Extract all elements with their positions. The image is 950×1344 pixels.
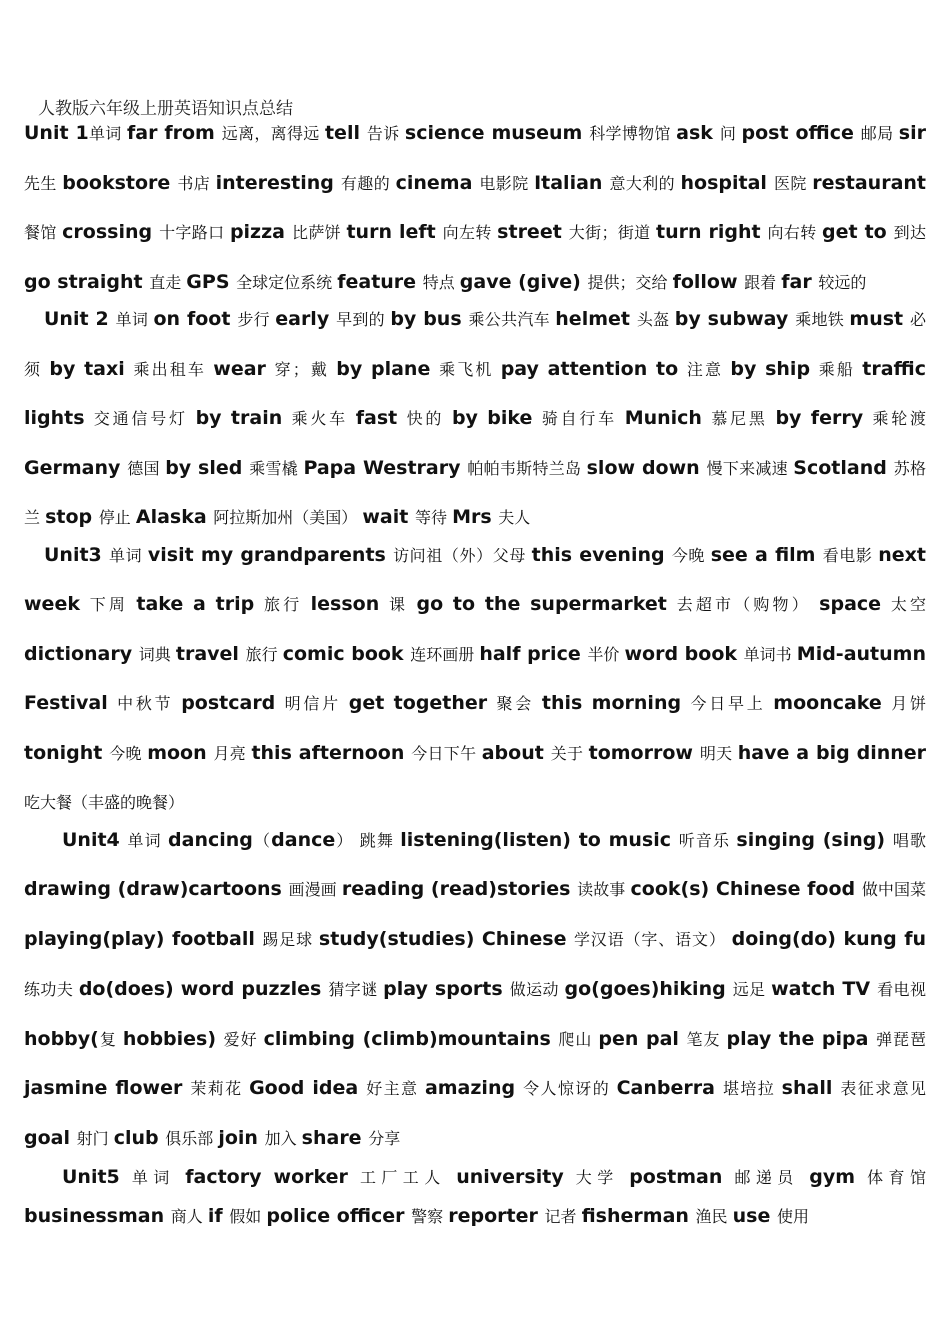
vocab-translation: 阿拉斯加州（美国） [213, 508, 363, 527]
vocab-translation: 夫人 [498, 508, 531, 527]
vocab-term: by bike [451, 407, 542, 429]
vocab-term: reporter [448, 1205, 545, 1228]
vocab-term: restaurant [812, 171, 926, 194]
vocab-term: university [456, 1166, 576, 1189]
vocab-translation: 帕帕韦斯特兰岛 [467, 458, 587, 478]
vocab-translation: 乘雪橇 [249, 458, 304, 478]
vocab-term: gym [809, 1166, 868, 1189]
vocab-translation: 乘船 [818, 359, 863, 379]
vocab-term: businessman [24, 1205, 171, 1228]
vocab-translation: 慕尼黑 [711, 409, 776, 428]
unit-paragraph-unit5 [24, 1158, 926, 1236]
vocab-translation: 旅行 [245, 644, 283, 664]
vocab-term: factory worker [185, 1166, 360, 1189]
vocab-translation: 看电影 [822, 545, 879, 565]
vocab-term: visit my grandparents [147, 543, 394, 566]
unit-heading: Unit 2 [44, 308, 116, 330]
vocab-translation: 吃大餐（丰盛的晚餐） [24, 793, 185, 812]
vocab-translation: 体育馆 [867, 1168, 926, 1188]
vocab-translation: 单词 [88, 124, 127, 143]
vocab-translation: 画漫画 [288, 880, 342, 900]
vocab-term: see a film [710, 543, 823, 566]
vocab-term: cinema [395, 171, 480, 194]
vocab-term: jasmine flower [24, 1077, 191, 1100]
vocab-translation: 单词书 [743, 644, 797, 664]
vocab-term: fisherman [581, 1205, 696, 1228]
vocab-translation: 俱乐部 [165, 1129, 219, 1149]
vocab-term: street [497, 221, 569, 243]
vocab-translation: 交通信号灯 [93, 409, 196, 428]
vocab-translation: 半价 [587, 644, 625, 664]
vocab-term: word book [624, 642, 744, 665]
vocab-term: dance [271, 828, 336, 851]
vocab-term: early [275, 308, 337, 330]
vocab-term: wait [362, 506, 415, 528]
vocab-term: must [849, 308, 910, 330]
vocab-term: moon [147, 741, 214, 764]
vocab-translation: 去超市（购物） [676, 595, 820, 614]
vocab-translation: 到达 [893, 223, 927, 242]
vocab-translation: 茉莉花 [190, 1079, 250, 1099]
vocab-translation: 月亮 [213, 743, 252, 763]
vocab-term: study(studies) Chinese [318, 928, 574, 951]
vocab-translation: 使用 [776, 1207, 809, 1227]
vocab-translation: 射门 [76, 1129, 114, 1149]
vocab-translation: 必须 [24, 310, 927, 379]
vocab-translation: 笔友 [686, 1029, 727, 1049]
unit-heading: Unit3 [44, 543, 109, 566]
vocab-translation: 唱歌 [892, 830, 926, 850]
vocab-term: far [781, 270, 819, 293]
vocab-translation: 慢下来减速 [706, 458, 794, 478]
vocab-translation: 听音乐 [678, 830, 737, 850]
vocab-term: next week [24, 543, 926, 615]
vocab-translation: 科学博物馆 [589, 124, 677, 143]
vocab-term: doing(do) kung fu [731, 928, 927, 951]
vocab-term: gave (give) [459, 270, 588, 293]
vocab-translation: 头盔 [636, 310, 675, 329]
vocab-term: by ship [730, 357, 819, 380]
vocab-term: on foot [153, 308, 238, 330]
vocab-translation: 提供；交给 [587, 272, 673, 292]
vocab-translation: 堪培拉 [722, 1079, 782, 1099]
vocab-translation: 有趣的 [340, 173, 396, 193]
vocab-term: tell [324, 122, 367, 144]
vocab-translation: 读故事 [577, 880, 631, 900]
vocab-term: share [301, 1127, 369, 1150]
vocab-translation: 注意 [686, 359, 731, 379]
vocab-term: tomorrow [588, 741, 700, 764]
vocab-translation: 课 [389, 595, 417, 614]
vocab-translation: 大街；街道 [568, 223, 656, 242]
vocab-translation: 单词 [131, 1168, 186, 1188]
vocab-translation: 踢足球 [262, 930, 319, 950]
vocab-term: do(does) word puzzles [78, 977, 329, 1000]
vocab-translation: 聚会 [496, 694, 542, 713]
vocab-translation: 单词 [109, 545, 148, 565]
vocab-term: pizza [229, 221, 292, 243]
vocab-term: wear [213, 357, 275, 380]
vocab-term: bookstore [62, 171, 178, 194]
vocab-term: Mrs [452, 506, 499, 528]
vocab-term: playing(play) football [24, 928, 263, 951]
vocab-term: ask [676, 122, 720, 144]
vocab-translation: 意大利的 [609, 173, 681, 193]
vocab-translation: 快的 [406, 409, 452, 428]
vocab-translation: 告诉 [366, 124, 405, 143]
vocab-translation: 远离，离得远 [221, 124, 325, 143]
vocab-term: slow down [586, 456, 707, 479]
vocab-translation: 令人惊讶的 [523, 1079, 617, 1099]
vocab-translation: 关于 [550, 743, 589, 763]
vocab-translation: 今日早上 [690, 694, 774, 713]
vocab-term: Germany [24, 456, 128, 479]
vocab-term: join [218, 1127, 265, 1150]
vocab-term: turn left [346, 221, 443, 243]
vocab-translation: 邮局 [860, 124, 899, 143]
vocab-translation: 中秋节 [117, 694, 182, 713]
vocab-translation: 向右转 [767, 223, 823, 242]
vocab-term: by bus [390, 308, 469, 330]
unit-heading: Unit4 [62, 828, 128, 851]
vocab-translation: （ [252, 830, 272, 850]
vocab-term: go straight [24, 270, 150, 293]
vocab-translation: 乘飞机 [439, 359, 501, 379]
vocab-translation: 问 [719, 124, 742, 143]
vocab-translation: 十字路口 [159, 223, 230, 242]
vocab-translation: 乘公共汽车 [468, 310, 556, 329]
vocab-translation: 渔民 [695, 1207, 733, 1227]
vocab-term: goal [24, 1127, 77, 1150]
vocab-term: play the pipa [726, 1027, 877, 1050]
vocab-translation: 特点 [422, 272, 460, 292]
vocab-translation: 比萨饼 [291, 223, 347, 242]
vocab-term: play sports [383, 977, 510, 1000]
vocab-translation: 乘出租车 [133, 359, 214, 379]
vocab-translation: 假如 [229, 1207, 267, 1227]
vocab-translation: 爬山 [558, 1029, 599, 1049]
vocab-translation: 复 [98, 1029, 123, 1049]
vocab-translation: 学汉语（字、语文） [573, 930, 732, 950]
vocab-translation: 单词 [127, 830, 169, 850]
vocab-term: hospital [680, 171, 774, 194]
vocab-term: police officer [266, 1205, 412, 1228]
vocab-translation: 电影院 [479, 173, 535, 193]
vocab-term: feature [337, 270, 423, 293]
vocab-term: hobbies) [122, 1027, 224, 1050]
vocab-translation: 向左转 [442, 223, 498, 242]
vocab-term: shall [781, 1077, 841, 1100]
vocab-translation: 跟着 [744, 272, 782, 292]
vocab-term: about [481, 741, 551, 764]
vocab-translation: 书店 [177, 173, 216, 193]
unit-paragraph-unit4 [24, 816, 926, 1165]
vocab-translation: 商人 [170, 1207, 208, 1227]
vocab-term: post office [741, 122, 861, 144]
vocab-term: far from [126, 122, 222, 144]
vocab-term: reading (read)stories [341, 878, 578, 901]
unit-paragraph-unit2 [24, 295, 926, 543]
vocab-translation: 分享 [368, 1129, 401, 1149]
vocab-translation: 看电视 [877, 979, 926, 999]
vocab-term: drawing (draw)cartoons [24, 878, 289, 901]
vocab-translation: 旅行 [264, 595, 311, 614]
vocab-term: Scotland [793, 456, 894, 479]
vocab-translation: 做中国菜 [861, 880, 927, 900]
vocab-translation: 连环画册 [410, 644, 480, 664]
vocab-term: turn right [655, 221, 768, 243]
vocab-term: get together [348, 692, 497, 714]
vocab-term: watch TV [771, 977, 878, 1000]
vocab-term: this afternoon [251, 741, 412, 764]
vocab-translation: 加入 [264, 1129, 302, 1149]
vocab-translation: 较远的 [818, 272, 867, 292]
vocab-term: science museum [404, 122, 590, 144]
vocab-translation: 穿；戴 [274, 359, 337, 379]
vocab-term: dictionary [24, 642, 139, 665]
vocab-term: Alaska [135, 506, 214, 528]
unit-paragraph-unit3 [24, 531, 926, 828]
vocab-translation: 乘火车 [291, 409, 356, 428]
vocab-term: tonight [24, 741, 110, 764]
vocab-term: postman [629, 1166, 735, 1189]
vocab-term: use [732, 1205, 777, 1228]
unit-list [24, 109, 926, 1236]
vocab-translation: 警察 [411, 1207, 449, 1227]
vocab-term: follow [672, 270, 745, 293]
unit-paragraph-unit1 [24, 109, 926, 307]
vocab-translation: 词典 [138, 644, 176, 664]
vocab-term: mooncake [773, 692, 892, 714]
vocab-translation: 工厂工人 [359, 1168, 457, 1188]
vocab-translation: 全球定位系统 [236, 272, 338, 292]
vocab-term: Papa Westrary [303, 456, 468, 479]
vocab-term: climbing (climb)mountains [263, 1027, 559, 1050]
vocab-term: club [113, 1127, 166, 1150]
vocab-translation: 今日下午 [411, 743, 482, 763]
vocab-term: half price [479, 642, 588, 665]
vocab-term: Good idea [249, 1077, 367, 1100]
vocab-term: cook(s) Chinese food [630, 878, 862, 901]
vocab-term: crossing [62, 221, 160, 243]
vocab-translation: ） 跳舞 [335, 830, 401, 850]
vocab-term: by train [195, 407, 292, 429]
vocab-term: lesson [310, 593, 390, 615]
vocab-term: by subway [674, 308, 796, 330]
vocab-term: space [819, 593, 891, 615]
vocab-translation: 先生 [24, 173, 63, 193]
vocab-term: stop [45, 506, 99, 528]
vocab-term: traffic lights [24, 357, 927, 429]
vocab-term: comic book [282, 642, 411, 665]
vocab-translation: 爱好 [223, 1029, 264, 1049]
vocab-term: GPS [186, 270, 237, 293]
vocab-term: by ferry [775, 407, 873, 429]
vocab-translation: 今晚 [109, 743, 148, 763]
vocab-translation: 今晚 [671, 545, 711, 565]
vocab-term: listening(listen) to music [400, 828, 679, 851]
vocab-term: interesting [215, 171, 341, 194]
vocab-term: if [207, 1205, 230, 1228]
vocab-term: Mid-autumn Festival [24, 642, 926, 714]
vocab-term: pen pal [598, 1027, 687, 1050]
vocab-translation: 练功夫 [24, 979, 79, 999]
vocab-term: pay attention to [500, 357, 687, 380]
vocab-translation: 大学 [575, 1168, 630, 1188]
vocab-translation: 医院 [773, 173, 813, 193]
vocab-translation: 记者 [544, 1207, 582, 1227]
vocab-translation: 远足 [732, 979, 772, 999]
vocab-term: postcard [181, 692, 285, 714]
vocab-translation: 猜字谜 [328, 979, 384, 999]
vocab-term: fast [355, 407, 407, 429]
vocab-translation: 表征求意见 [840, 1079, 926, 1099]
vocab-translation: 停止 [98, 508, 136, 527]
vocab-term: go(goes)hiking [564, 977, 733, 1000]
vocab-term: have a big dinner [737, 741, 927, 764]
vocab-term: this evening [531, 543, 672, 566]
vocab-term: get to [822, 221, 894, 243]
vocab-translation: 太空 [890, 595, 926, 614]
vocab-term: dancing [168, 828, 253, 851]
vocab-term: amazing [424, 1077, 524, 1100]
vocab-term: helmet [555, 308, 637, 330]
document-title: 人教版六年级上册英语知识点总结 [38, 99, 293, 119]
unit-heading: Unit 1 [24, 122, 89, 144]
unit-heading: Unit5 [62, 1166, 132, 1189]
vocab-translation: 乘轮渡 [872, 409, 926, 428]
vocab-term: this morning [541, 692, 691, 714]
vocab-term: by sled [165, 456, 250, 479]
vocab-translation: 直走 [149, 272, 187, 292]
vocab-translation: 月饼 [891, 694, 926, 713]
vocab-term: singing (sing) [736, 828, 893, 851]
vocab-term: Canberra [616, 1077, 723, 1100]
vocab-term: go to the supermarket [416, 593, 677, 615]
vocab-translation: 早到的 [336, 310, 391, 329]
vocab-term: Munich [624, 407, 712, 429]
vocab-term: by plane [336, 357, 440, 380]
vocab-translation: 明信片 [284, 694, 349, 713]
vocab-translation: 做运动 [509, 979, 565, 999]
vocab-translation: 好主意 [366, 1079, 425, 1099]
vocab-translation: 乘地铁 [795, 310, 850, 329]
vocab-translation: 单词 [115, 310, 154, 329]
vocab-term: travel [175, 642, 246, 665]
vocab-term: hobby( [24, 1027, 99, 1050]
vocab-translation: 苏格兰 [24, 458, 926, 527]
vocab-translation: 邮递员 [734, 1168, 810, 1188]
vocab-term: by taxi [49, 357, 134, 380]
vocab-translation: 骑自行车 [541, 409, 625, 428]
vocab-term: Italian [534, 171, 610, 194]
vocab-translation: 等待 [414, 508, 453, 527]
vocab-translation: 下周 [89, 595, 137, 614]
vocab-translation: 德国 [127, 458, 166, 478]
vocab-translation: 访问祖（外）父母 [393, 545, 532, 565]
vocab-translation: 步行 [237, 310, 276, 329]
vocab-translation: 明天 [699, 743, 738, 763]
vocab-translation: 餐馆 [24, 223, 63, 242]
vocab-translation: 弹琵琶 [876, 1029, 927, 1049]
vocab-term: take a trip [136, 593, 265, 615]
vocab-term: sir [898, 122, 926, 144]
